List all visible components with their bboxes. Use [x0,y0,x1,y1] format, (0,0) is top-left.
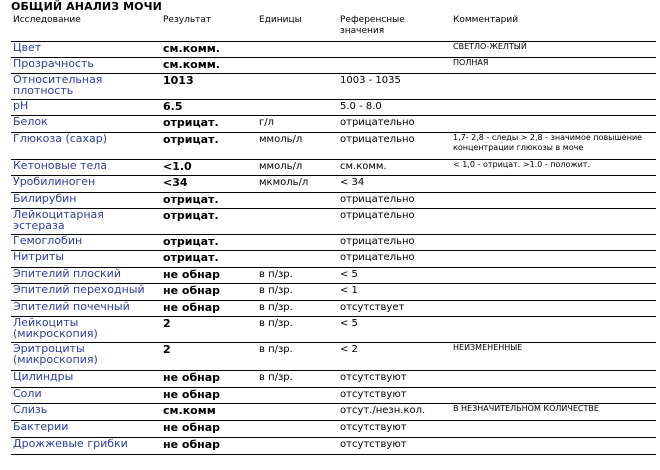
cell-result: см.комм. [161,42,257,58]
results-table [11,14,656,455]
table-row [11,42,656,58]
table-row [11,116,656,133]
cell-unit: в п/зр. [257,371,338,388]
cell-ref [338,58,441,74]
cell-ref: отрицательно [338,209,441,235]
cell-result: не обнар [161,268,257,284]
column-header-result: Результат [161,14,257,42]
table-row [11,58,656,74]
cell-result: отрицат. [161,209,257,235]
cell-test: Прозрачность [11,58,161,74]
cell-comment [441,176,656,193]
cell-result: 2 [161,343,257,371]
cell-result: <34 [161,176,257,193]
cell-comment: 1,7- 2,8 - следы > 2,8 - значимое повышение концентрации глюкозы в моче [441,133,656,160]
cell-comment [441,388,656,404]
cell-ref: отсутствуют [338,371,441,388]
table-row [11,100,656,116]
cell-result: см.комм [161,404,257,421]
cell-ref: отсутствуют [338,421,441,438]
cell-result: не обнар [161,301,257,317]
cell-comment: СВЕТЛО-ЖЕЛТЫЙ [441,42,656,58]
cell-test: Эпителий переходный [11,284,161,301]
cell-result: не обнар [161,388,257,404]
cell-unit: мкмоль/л [257,176,338,193]
cell-comment: < 1,0 - отрицат. >1.0 - положит. [441,160,656,176]
cell-test: Цвет [11,42,161,58]
cell-ref: отсут./незн.кол. [338,404,441,421]
cell-comment [441,74,656,100]
cell-ref: отрицательно [338,116,441,133]
table-row [11,160,656,176]
cell-ref: отрицательно [338,193,441,209]
cell-result: отрицат. [161,133,257,160]
cell-test: Слизь [11,404,161,421]
table-row [11,371,656,388]
cell-ref: < 2 [338,343,441,371]
cell-result: отрицат. [161,116,257,133]
cell-unit [257,404,338,421]
cell-test: Кетоновые тела [11,160,161,176]
column-header-test: Исследование [11,14,161,42]
cell-unit [257,74,338,100]
table-row [11,74,656,100]
table-row [11,251,656,268]
cell-unit [257,251,338,268]
cell-test: Уробилиноген [11,176,161,193]
table-row [11,421,656,438]
cell-result: не обнар [161,284,257,301]
cell-unit: ммоль/л [257,133,338,160]
cell-test: Билирубин [11,193,161,209]
cell-result: см.комм. [161,58,257,74]
table-row [11,235,656,251]
cell-unit [257,438,338,455]
cell-test: Гемоглобин [11,235,161,251]
cell-unit [257,421,338,438]
table-row [11,404,656,421]
cell-ref: 1003 - 1035 [338,74,441,100]
cell-ref: 5.0 - 8.0 [338,100,441,116]
cell-ref: отсутствуют [338,438,441,455]
cell-result: <1.0 [161,160,257,176]
table-row [11,209,656,235]
cell-result: 2 [161,317,257,343]
cell-unit [257,58,338,74]
cell-unit: в п/зр. [257,268,338,284]
table-row [11,193,656,209]
cell-result: отрицат. [161,193,257,209]
cell-ref [338,42,441,58]
cell-comment [441,193,656,209]
cell-unit [257,388,338,404]
table-header-row [11,14,656,42]
column-header-unit: Единицы [257,14,338,42]
cell-test: pH [11,100,161,116]
cell-ref: < 5 [338,268,441,284]
cell-comment [441,100,656,116]
cell-result: не обнар [161,371,257,388]
cell-comment [441,268,656,284]
results-body [11,42,656,455]
cell-comment: НЕИЗМЕНЕННЫЕ [441,343,656,371]
cell-comment [441,438,656,455]
cell-unit: в п/зр. [257,317,338,343]
cell-unit [257,235,338,251]
cell-test: Белок [11,116,161,133]
cell-comment [441,235,656,251]
column-header-comment: Комментарий [441,14,656,42]
cell-test: Лейкоцитарная эстераза [11,209,161,235]
cell-result: 1013 [161,74,257,100]
cell-result: отрицат. [161,251,257,268]
cell-unit: в п/зр. [257,284,338,301]
cell-comment [441,116,656,133]
cell-ref: см.комм. [338,160,441,176]
cell-test: Нитриты [11,251,161,268]
table-row [11,268,656,284]
cell-ref: < 1 [338,284,441,301]
cell-test: Эпителий плоский [11,268,161,284]
cell-unit: ммоль/л [257,160,338,176]
cell-unit: г/л [257,116,338,133]
cell-test: Глюкоза (сахар) [11,133,161,160]
cell-result: 6.5 [161,100,257,116]
cell-unit: в п/зр. [257,301,338,317]
cell-comment [441,371,656,388]
table-row [11,343,656,371]
table-row [11,284,656,301]
cell-unit [257,209,338,235]
cell-ref: отсутствуют [338,388,441,404]
cell-comment [441,301,656,317]
cell-unit [257,193,338,209]
table-row [11,317,656,343]
table-row [11,388,656,404]
cell-test: Бактерии [11,421,161,438]
cell-comment [441,317,656,343]
cell-test: Эритроциты (микроскопия) [11,343,161,371]
cell-test: Эпителий почечный [11,301,161,317]
column-header-ref: Референсные значения [338,14,441,42]
cell-ref: отсутствует [338,301,441,317]
cell-ref: < 34 [338,176,441,193]
cell-comment [441,209,656,235]
cell-test: Соли [11,388,161,404]
table-row [11,438,656,455]
cell-comment: ПОЛНАЯ [441,58,656,74]
cell-ref: отрицательно [338,251,441,268]
cell-comment [441,251,656,268]
cell-comment [441,421,656,438]
cell-ref: < 5 [338,317,441,343]
cell-result: отрицат. [161,235,257,251]
cell-result: не обнар [161,421,257,438]
cell-test: Относительная плотность [11,74,161,100]
report-title: ОБЩИЙ АНАЛИЗ МОЧИ [11,0,162,13]
table-row [11,301,656,317]
cell-unit: в п/зр. [257,343,338,371]
table-row [11,133,656,160]
cell-comment [441,284,656,301]
cell-unit [257,100,338,116]
cell-test: Лейкоциты (микроскопия) [11,317,161,343]
cell-unit [257,42,338,58]
cell-result: не обнар [161,438,257,455]
table-row [11,176,656,193]
cell-test: Дрожжевые грибки [11,438,161,455]
cell-ref: отрицательно [338,235,441,251]
cell-test: Цилиндры [11,371,161,388]
cell-comment: В НЕЗНАЧИТЕЛЬНОМ КОЛИЧЕСТВЕ [441,404,656,421]
cell-ref: отрицательно [338,133,441,160]
